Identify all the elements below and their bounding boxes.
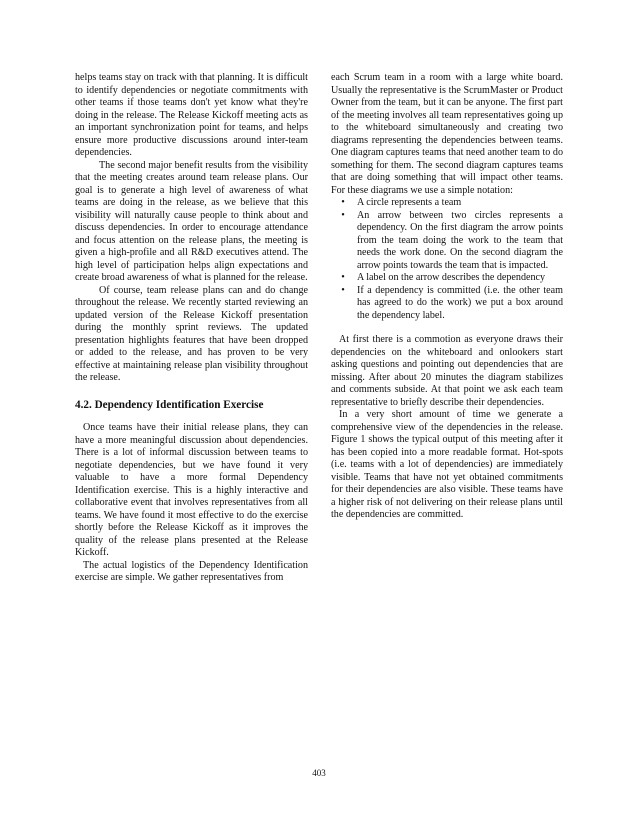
list-item-text: An arrow between two circles represents a dependency. On the first diagram the arrow points from the team doing the work to the team that needs the work done. On the second diagram the arrow points towards the team that is impacted. [357,209,563,271]
bullet-icon: • [341,209,345,221]
page-number: 403 [312,768,326,778]
body-paragraph: The second major benefit results from the visibility that the meeting creates around team release plans. Our goal is to generate a high level of awareness of what teams are doing in the release, as we believe that this visibility will naturally cause people to think about and discuss dependencies. In order to encourage attendance and focus attention on the release plans, the meeting is given a high-profile and all R&D executives attend. The high level of participation helps align expectations and create broad awareness of what is planned for the release. [75,159,308,283]
body-paragraph: The actual logistics of the Dependency Identification exercise are simple. We gather representatives from [75,559,308,583]
list-item [331,285,563,323]
body-paragraph: At first there is a commotion as everyone draws their dependencies on the whiteboard and onlookers start asking questions and pointing out dependencies that are missing. After about 20 minutes the diagram stabilizes and comments subside. At that point we ask each team representative to briefly describe their dependencies. [331,334,563,408]
body-paragraph: Once teams have their initial release plans, they can have a more meaningful discussion about dependencies. There is a lot of informal discussion between teams to negotiate dependencies, but we have found it very valuable to have a more formal Dependency Identification exercise. This is a highly interactive and collaborative event that involves representatives from all teams. We have found it most effective to do the exercise shortly before the Release Kickoff as it improves the quality of the release plans presented at the Release Kickoff. [75,422,308,558]
body-paragraph: each Scrum team in a room with a large white board. Usually the representative is the ScrumMaster or Product Owner from the team, but it can be anyone. The first part of the meeting involves all team representatives going up to the whiteboard simultaneously and creating two diagrams representing the dependencies between teams. One diagram captures teams that need another team to do something for them. The second diagram captures teams that are doing something that will impact other teams. For these diagrams we use a simple notation: [331,72,563,196]
paragraph-gap [331,322,563,334]
list-item-text: A circle represents a team [357,197,462,208]
section-heading: 4.2. Dependency Identification Exercise [75,398,264,411]
body-paragraph: In a very short amount of time we generate a comprehensive view of the dependencies in the release. Figure 1 shows the typical output of this meeting after it has been copied into a more readable format. Hot-spots (i.e. teams with a lot of dependencies) are immediately visible. Teams that have not yet obtained commitments for their dependencies are also visible. These teams have a higher risk of not delivering on their release plans until the dependencies are committed. [331,409,563,520]
list-item [331,210,563,273]
left-column [75,72,308,585]
body-paragraph: helps teams stay on track with that planning. It is difficult to identify dependencies or negotiate commitments with other teams if those teams don't yet know what they're doing in the release. The Release Kickoff meeting acts as an important synchronization point for teams, and helps ensure more productive discussions around inter-team dependencies. [75,72,308,158]
bullet-icon: • [341,272,345,283]
list-item [331,197,563,210]
bullet-icon: • [341,284,345,296]
right-column [331,72,563,522]
list-item-text: If a dependency is committed (i.e. the other team has agreed to do the work) we put a box around the dependency label. [357,284,563,321]
body-paragraph: Of course, team release plans can and do change throughout the release. We recently started reviewing an updated version of the Release Kickoff presentation during the monthly sprint reviews. The updated presentation highlights features that have been dropped or added to the release, and has proven to be very effective at maintaining release plan visibility throughout the release. [75,284,308,383]
bullet-icon: • [341,197,345,208]
list-item [331,272,563,285]
notation-list [331,197,563,322]
list-item-text: A label on the arrow describes the dependency [357,272,546,283]
